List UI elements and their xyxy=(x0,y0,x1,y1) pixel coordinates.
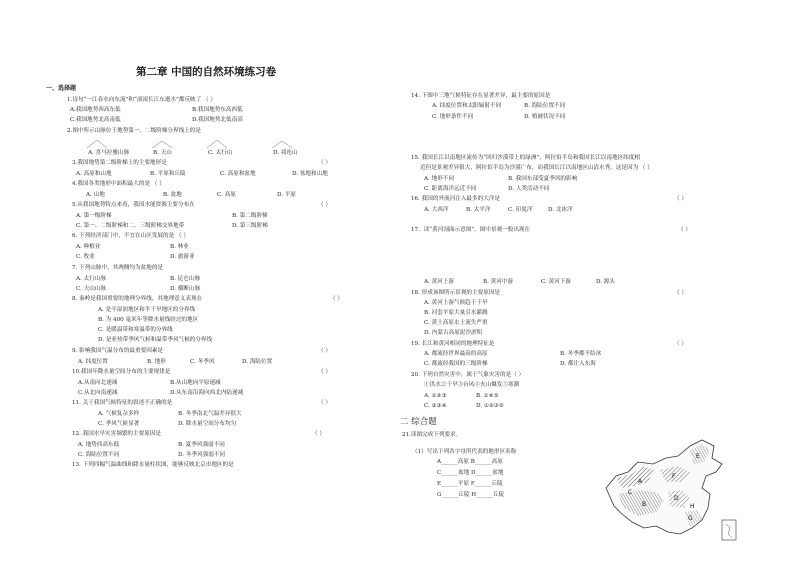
q14-opt-a: A. 纬度位置和太阳辐射不同 xyxy=(432,103,502,109)
q3-opt-d: D. 盆地和山地 xyxy=(292,171,328,177)
q8-stem: 8. 秦岭是我国重要的地理分界线，其地理意义表现在 xyxy=(72,296,203,302)
q17-opt-d: D. 源头 xyxy=(596,279,616,285)
page-title: 第二章 中国的自然环境练习卷 xyxy=(136,66,277,78)
q8-opt-a: A. 是半湿润地区和半干旱地区的分界线 xyxy=(98,307,196,313)
q15-opt-c: C. 距离海洋远近不同 xyxy=(424,186,477,192)
q6-opt-d: D. 旅游业 xyxy=(170,254,195,260)
q6-opt-b: B. 林业 xyxy=(170,244,189,250)
q5-stem: 5.从我国地势特点来看，我国水能资源主要分布在 xyxy=(72,202,195,208)
q10-opt-a: A.从南向北递减 xyxy=(78,380,118,386)
q11-opt-b: B. 冬季南北气温差异很大 xyxy=(178,411,242,417)
q1-stem: 1.诗句“一江春水向东流”和“滚滚长江东逝水”都反映了 （ ） xyxy=(67,97,216,103)
q10-opt-b: B.从山地向平原递减 xyxy=(170,380,221,386)
q15-opt-b: B. 我国东部受夏季风的影响 xyxy=(508,176,578,182)
q18-opt-d: D. 内蒙古高原泥沙淤积 xyxy=(424,330,483,336)
q15-line2: 近但是景观差异很大，阿拉伯半岛为沙漠广布，而我国长江以南地区山清水秀，这是因为 （ ） xyxy=(420,165,653,171)
q16-opt-a: A. 大西洋 xyxy=(424,207,449,213)
q18-bracket: （ ） xyxy=(674,290,687,296)
q4-opt-d: D. 平原 xyxy=(277,192,297,198)
q5-opt-d: D. 第三级阶梯 xyxy=(232,223,268,229)
q21-blank-row-4: G______丘陵 H______丘陵 xyxy=(437,492,505,498)
q17-opt-c: C. 黄河下游 xyxy=(541,279,572,285)
q3-opt-b: B. 平原和丘陵 xyxy=(150,171,186,177)
q11-opt-d: D. 降水量空间分布均匀 xyxy=(178,421,237,427)
q8-opt-b: B. 为 400 毫米年等降水量线经过的地区 xyxy=(98,317,199,323)
q14-opt-d: D. 植被状况不同 xyxy=(524,114,566,120)
q9-stem: 9. 影响我国气温分布的最重要因素是 xyxy=(72,348,164,354)
q9-opt-b: B. 地形 xyxy=(147,359,166,365)
q7-opt-c: C. 天山山脉 xyxy=(76,286,107,292)
q17-opt-a: A. 黄河上游 xyxy=(424,279,454,285)
q13-stem: 13. 下列四幅气温曲线和降水量柱状图，能够反映北京市地区的是 xyxy=(72,462,234,468)
q15-line1: 15. 我国长江以南地区流传为“回归沙漠带上的绿洲”，阿拉伯半岛和我国长江以南地区纬度相 xyxy=(411,155,640,161)
q10-stem: 10.我国年降水量空间分布的主要规律是 xyxy=(72,369,171,375)
q2-opt-c: C. 太行山 xyxy=(208,150,233,156)
map-label-c: C xyxy=(628,489,633,496)
q3-bracket: （ ） xyxy=(318,160,331,166)
q8-opt-d: D. 是亚热带季风气候和温带季风气候的分界线 xyxy=(98,337,213,343)
q21-blank-row-1: A______高原 B______高原 xyxy=(437,459,503,465)
map-label-e: E xyxy=(696,453,700,460)
q18-opt-a: A. 黄河上游气候趋于干旱 xyxy=(424,300,488,306)
q17-bracket: （ ） xyxy=(678,227,691,233)
q17-stem: 17．读“黄河剖面示意图”，图中景观一般出现在 xyxy=(411,227,531,233)
q9-opt-d: D. 海陆位置 xyxy=(242,359,273,365)
q7-stem: 7. 下列山脉中，其两侧均为盆地的是 xyxy=(72,265,164,271)
q10-bracket: （ ） xyxy=(318,369,331,375)
q14-stem: 14. 下图中三地气候特征存在显著差异，最主要的原因是 xyxy=(411,93,551,99)
q16-stem: 16. 我国的外流河注入最多的大洋是 xyxy=(411,196,500,202)
q2-opt-d: D. 祁连山 xyxy=(273,150,298,156)
china-landform-map xyxy=(598,436,744,544)
q4-stem: 4.我国各类地形中面积最大的是 （ ） xyxy=(72,181,165,187)
q1-opt-b: B.我国地势东高西低 xyxy=(192,107,243,113)
q14-opt-c: C. 地形条件不同 xyxy=(432,114,474,120)
q20-opt-c: C. ②③④ xyxy=(424,403,447,409)
q15-opt-a: A. 地形不同 xyxy=(424,176,454,182)
q12-opt-b: B. 夏季风强弱不同 xyxy=(178,442,225,448)
q4-opt-b: B. 盆地 xyxy=(163,192,182,198)
q1-opt-a: A.我国地势西高东低 xyxy=(70,107,121,113)
q21-sub1: （1）写出下列各字母所代表的地形区名称 xyxy=(412,449,517,455)
q20-opt-a: A. ①②③ xyxy=(424,393,447,399)
q12-opt-c: C. 海陆位置不同 xyxy=(78,452,120,458)
q2-opt-a: A. 喜马拉雅山脉 xyxy=(88,150,130,156)
q11-bracket: （ ） xyxy=(318,400,331,406)
map-label-d: D xyxy=(674,495,679,502)
q6-opt-a: A. 种植业 xyxy=(76,244,101,250)
q14-opt-b: B. 海陆位置不同 xyxy=(524,103,566,109)
q18-opt-b: B. 河套平原大量引水灌溉 xyxy=(424,310,488,316)
q16-opt-c: C. 印度洋 xyxy=(508,207,533,213)
q3-stem: 3.我国地势第二级阶梯上的主要地形是 xyxy=(72,160,167,166)
q20-stem: 20. 下列自然灾害中，属于气象灾害的是（ ） xyxy=(411,372,525,378)
q16-opt-b: B. 太平洋 xyxy=(466,207,491,213)
q6-stem: 6. 下列经济部门中，不宜在山区发展的是 （ ） xyxy=(72,233,189,239)
section-heading-choice: 一、选择题 xyxy=(46,85,77,92)
q15-opt-d: D. 人类活动不同 xyxy=(508,186,550,192)
q18-stem: 18. 形成该图所示景观的主要原因是 xyxy=(411,290,500,296)
q4-opt-a: A. 山地 xyxy=(86,192,105,198)
q5-opt-b: B. 第二级阶梯 xyxy=(232,213,268,219)
q8-bracket: （ ） xyxy=(330,296,343,302)
map-label-h: H xyxy=(690,503,695,510)
section-heading-comprehensive: 二 综合题 xyxy=(400,417,437,427)
q8-opt-c: C. 是暖温带和寒温带的分界线 xyxy=(98,327,173,333)
q2-opt-b: B. 天山 xyxy=(153,150,172,156)
map-label-a: A xyxy=(638,478,643,485)
q9-opt-c: C. 冬季风 xyxy=(190,359,215,365)
q7-opt-b: B. 昆仑山脉 xyxy=(170,276,201,282)
south-sea-inset xyxy=(722,520,736,540)
map-label-g: G xyxy=(688,515,693,522)
q3-opt-c: C. 高原和盆地 xyxy=(220,171,256,177)
q19-opt-b: B. 冬季都不结冰 xyxy=(560,351,602,357)
q2-stem: 2.图中所示山脉位于地势第一、二级阶梯分界线上的是 xyxy=(67,128,201,134)
q20-opt-d: D. ①②③⑤ xyxy=(476,403,504,409)
q12-stem: 12. 我国水旱灾害频繁的主要原因是 xyxy=(72,431,161,437)
q9-bracket: （ ） xyxy=(318,348,331,354)
q9-opt-a: A. 纬度位置 xyxy=(78,359,108,365)
q11-opt-c: C. 季风气候显著 xyxy=(98,421,140,427)
q21-stem: 21.读图完成下列要求。 xyxy=(402,432,462,438)
q16-opt-d: D. 北冰洋 xyxy=(548,207,573,213)
q18-opt-c: C. 黄土高原水土流失严重 xyxy=(424,320,488,326)
q19-stem: 19. 长江和黄河相同的地理特征是 xyxy=(411,341,495,347)
q7-opt-a: A. 太行山脉 xyxy=(76,276,106,282)
q12-opt-d: D. 冬季风强弱不同 xyxy=(178,452,225,458)
q6-opt-c: C. 牧业 xyxy=(76,254,95,260)
q10-opt-c: C.从北向南递减 xyxy=(78,390,118,396)
q10-opt-d: D.从东南沿海向西北内陆递减 xyxy=(170,390,244,396)
q4-opt-c: C. 高原 xyxy=(217,192,236,198)
q16-bracket: （ ） xyxy=(674,196,687,202)
q11-opt-a: A. 气候复杂多样 xyxy=(98,411,140,417)
q1-opt-d: D.我国地势北低南高 xyxy=(192,117,243,123)
q12-bracket: （ ） xyxy=(312,431,325,437)
q11-stem: 11. 关于我国气候特征的叙述不正确的是 xyxy=(72,400,173,406)
q21-blank-row-2: C______盆地 D______盆地 xyxy=(437,470,504,476)
q19-bracket: （ ） xyxy=(674,341,687,347)
q7-opt-d: D. 横断山脉 xyxy=(170,286,201,292)
q12-opt-a: A. 地势西高东低 xyxy=(78,442,120,448)
q1-opt-c: C.我国地势北高南低 xyxy=(70,117,121,123)
q2-mountain-sketches xyxy=(82,137,332,149)
q5-opt-c: C. 第一、二级阶梯和二、三级阶梯交界地带 xyxy=(76,223,185,229)
q21-blank-row-3: E______平原 F______丘陵 xyxy=(437,481,503,487)
q19-opt-c: C. 都流经我国的三级阶梯 xyxy=(424,361,488,367)
q5-bracket: （ ） xyxy=(318,202,331,208)
q20-line2: ①洪水②干旱③台风④火山爆发⑤寒潮 xyxy=(424,382,520,388)
q20-opt-b: B. ①④⑤ xyxy=(476,393,499,399)
q5-opt-a: A. 第一级阶梯 xyxy=(76,213,112,219)
q19-opt-a: A. 都流经世界最高的高原 xyxy=(424,351,488,357)
q3-opt-a: A. 高原和山地 xyxy=(76,171,112,177)
q17-opt-b: B. 黄河中游 xyxy=(483,279,514,285)
map-label-b: B xyxy=(642,501,647,508)
q19-opt-d: D. 都注入东海 xyxy=(560,361,596,367)
map-label-f: F xyxy=(672,473,676,480)
